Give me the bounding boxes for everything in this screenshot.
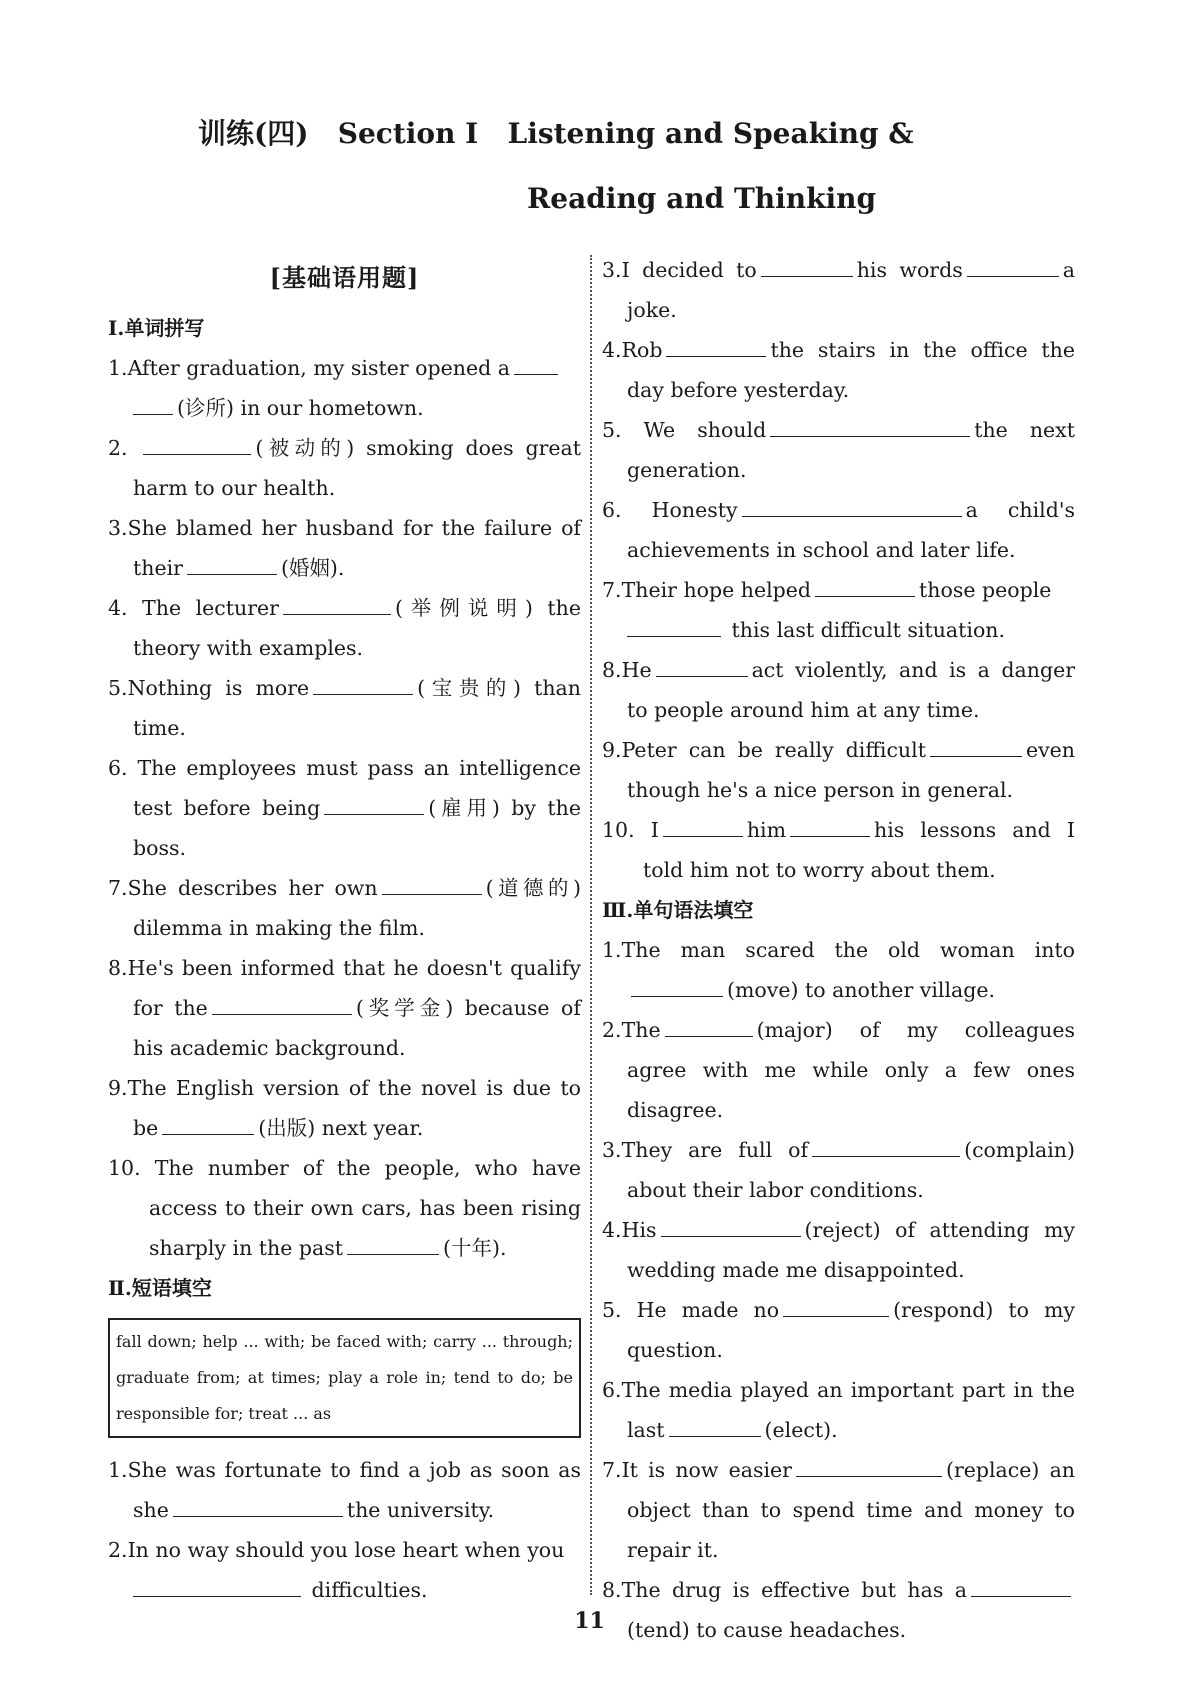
answer-blank[interactable] <box>283 596 391 615</box>
answer-blank[interactable] <box>815 578 915 597</box>
left-column <box>108 250 581 1610</box>
answer-blank[interactable] <box>971 1578 1071 1597</box>
category-heading: [基础语用题] <box>269 263 420 292</box>
answer-blank[interactable] <box>656 658 748 677</box>
answer-blank[interactable] <box>665 1018 753 1037</box>
list-item: 3.She blamed her husband for the failure of their (婚姻). <box>108 516 581 580</box>
answer-blank[interactable] <box>133 396 173 415</box>
page-title-line2: Reading and Thinking <box>527 182 877 215</box>
answer-blank[interactable] <box>382 876 482 895</box>
list-item: 1.After graduation, my sister opened a (诊所) in our hometown. <box>108 348 581 428</box>
list-item: 2.In no way should you lose heart when you difficulties. <box>108 1538 565 1602</box>
answer-blank[interactable] <box>930 738 1022 757</box>
answer-blank[interactable] <box>631 978 723 997</box>
list-item: 7.She describes her own (道德的) dilemma in making the film. <box>108 876 581 940</box>
list-item: 3.I decided to his words a joke. <box>602 258 1075 322</box>
list-item: 7.It is now easier (replace) an object than to spend time and money to repair it. <box>602 1458 1075 1562</box>
right-column <box>602 250 1075 1650</box>
answer-blank[interactable] <box>790 818 870 837</box>
answer-blank[interactable] <box>162 1116 254 1135</box>
phrase-box: fall down; help ... with; be faced with; carry ... through; graduate from; at times; play a role in; tend to do; be responsible for; treat ... as <box>108 1318 581 1438</box>
section1-heading: Ⅰ.单词拼写 <box>108 316 205 340</box>
list-item: 5.Nothing is more (宝贵的) than time. <box>108 676 581 740</box>
list-item: 4.Rob the stairs in the office the day before yesterday. <box>602 338 1075 402</box>
answer-blank[interactable] <box>663 818 743 837</box>
answer-blank[interactable] <box>514 356 558 375</box>
answer-blank[interactable] <box>742 498 962 517</box>
section3-heading: Ⅲ.单句语法填空 <box>602 898 754 922</box>
answer-blank[interactable] <box>661 1218 801 1237</box>
list-item: 3.They are full of (complain) about their labor conditions. <box>602 1138 1075 1202</box>
answer-blank[interactable] <box>187 556 277 575</box>
list-item: 6.The media played an important part in the last (elect). <box>602 1378 1075 1442</box>
answer-blank[interactable] <box>627 618 721 637</box>
list-item: 2. (被动的) smoking does great harm to our health. <box>108 436 581 500</box>
answer-blank[interactable] <box>967 258 1059 277</box>
answer-blank[interactable] <box>143 436 251 455</box>
answer-blank[interactable] <box>173 1498 343 1517</box>
answer-blank[interactable] <box>347 1236 439 1255</box>
answer-blank[interactable] <box>324 796 424 815</box>
page-number: 11 <box>574 1608 605 1634</box>
list-item: 9.Peter can be really difficult even though he's a nice person in general. <box>602 738 1075 802</box>
list-item: 4. The lecturer (举例说明) the theory with examples. <box>108 596 581 660</box>
section2-heading: Ⅱ.短语填空 <box>108 1276 212 1300</box>
list-item: 5. He made no (respond) to my question. <box>602 1298 1075 1362</box>
list-item: 2.The (major) of my colleagues agree with me while only a few ones disagree. <box>602 1018 1075 1122</box>
list-item: 10. I him his lessons and I told him not to worry about them. <box>602 818 1075 882</box>
answer-blank[interactable] <box>133 1578 301 1597</box>
list-item: 8.The drug is effective but has a(tend) to cause headaches. <box>602 1570 1075 1650</box>
answer-blank[interactable] <box>812 1138 960 1157</box>
answer-blank[interactable] <box>761 258 853 277</box>
list-item: 5. We should the next generation. <box>602 418 1075 482</box>
list-item: 7.Their hope helped those people this last difficult situation. <box>602 578 1052 642</box>
answer-blank[interactable] <box>313 676 413 695</box>
answer-blank[interactable] <box>212 996 352 1015</box>
answer-blank[interactable] <box>783 1298 889 1317</box>
answer-blank[interactable] <box>770 418 970 437</box>
list-item: 8.He act violently, and is a danger to people around him at any time. <box>602 658 1075 722</box>
list-item: 8.He's been informed that he doesn't qualify for the (奖学金) because of his academic background. <box>108 956 581 1060</box>
list-item: 6. Honesty a child's achievements in school and later life. <box>602 498 1075 562</box>
list-item: 1.She was fortunate to find a job as soon as she the university. <box>108 1458 581 1522</box>
list-item: 1.The man scared the old woman into(move) to another village. <box>602 938 1075 1002</box>
answer-blank[interactable] <box>666 338 766 357</box>
answer-blank[interactable] <box>796 1458 942 1477</box>
list-item: 4.His (reject) of attending my wedding made me disappointed. <box>602 1218 1075 1282</box>
column-divider <box>590 255 592 1595</box>
list-item: 9.The English version of the novel is due to be (出版) next year. <box>108 1076 581 1140</box>
list-item: 10. The number of the people, who have access to their own cars, has been rising sharply in the past (十年). <box>108 1156 581 1260</box>
list-item: 6. The employees must pass an intelligence test before being (雇用) by the boss. <box>108 756 581 860</box>
answer-blank[interactable] <box>669 1418 761 1437</box>
page-title-line1: 训练(四) Section Ⅰ Listening and Speaking & <box>198 117 914 150</box>
